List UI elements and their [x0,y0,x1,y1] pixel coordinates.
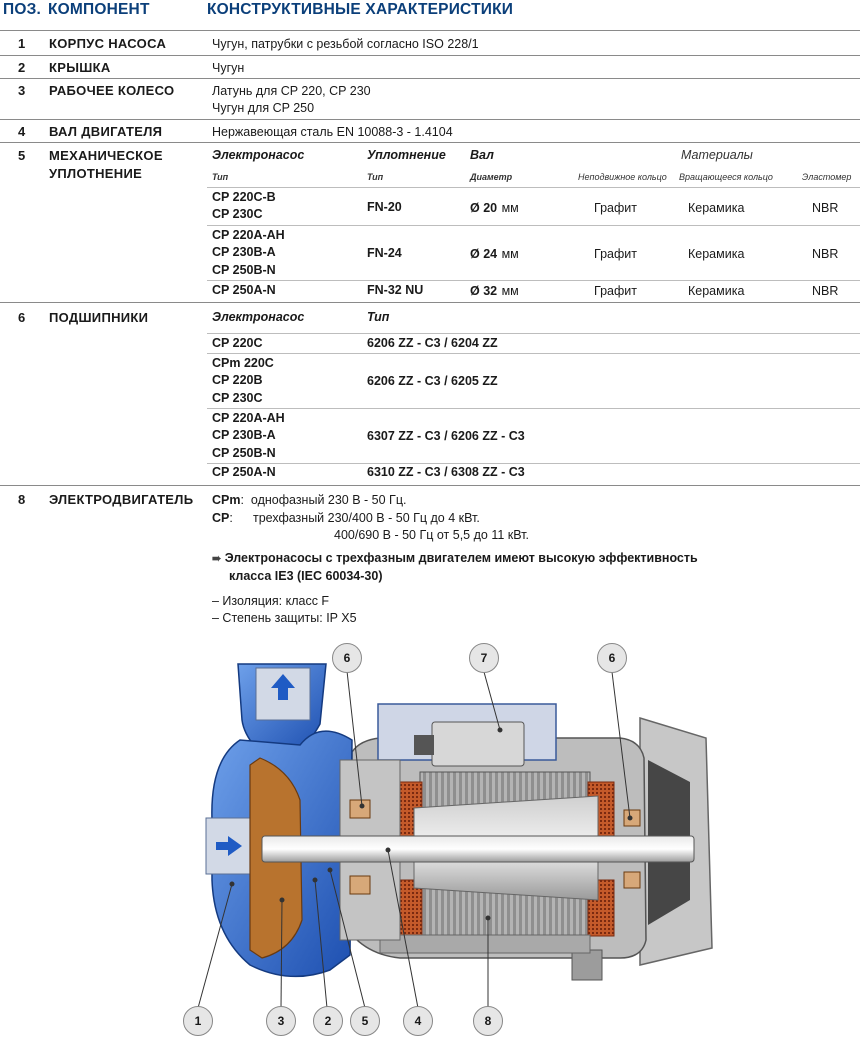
seal-row-2-pump: CP 220A-AH [212,228,285,242]
row-2-name: КРЫШКА [49,60,111,75]
arrow-right-icon [216,836,242,856]
motor-shaft [262,836,694,862]
seal-row-2-elastomer: NBR [812,247,839,261]
seal-row-3-stationary: Графит [594,284,637,298]
seal-row-2-seal: FN-24 [367,246,402,260]
seal-row-3-pump: CP 250A-N [212,283,276,297]
seal-sub-type2: Тип [367,172,384,182]
seal-row-3-seal: FN-32 NU [367,283,424,297]
seal-sub-stationary: Неподвижное кольцо [578,172,667,182]
seal-row-2-stationary: Графит [594,247,637,261]
row-3-desc-2: Чугун для CP 250 [212,101,315,115]
callout-bubble: 8 [473,1006,503,1036]
seal-sub-elastomer: Эластомер [802,172,852,182]
divider [0,302,860,303]
divider [0,119,860,120]
divider [207,280,860,281]
seal-row-3-dia [470,282,519,301]
callout-bubble: 2 [313,1006,343,1036]
bearing-row-2-pump: CP 220B [212,373,263,387]
seal-header-shaft: Вал [470,148,494,162]
divider [207,225,860,226]
callout-bubble: 5 [350,1006,380,1036]
dia-value: Ø 24 [470,247,498,261]
header-pos: ПОЗ. [3,1,42,18]
bearing-row-1-pump: CP 220C [212,336,263,350]
motor-insulation: – Изоляция: класс F [212,594,330,608]
bearing-row-4-pump: CP 250A-N [212,465,276,479]
motor-note [212,550,698,585]
callout-bubble: 3 [266,1006,296,1036]
motor-housing [352,704,712,980]
cpm-label: CPm [212,493,241,507]
bearing-row-3-pump: CP 230B-A [212,428,276,442]
row-3-desc-1: Латунь для CP 220, CP 230 [212,84,371,98]
dia-value: Ø 20 [470,201,498,215]
pump-body [206,664,640,976]
row-3-pos: 3 [18,83,26,98]
row-4-pos: 4 [18,124,26,139]
bearings-header-pump: Электронасос [212,310,305,324]
seal-row-2-pump: CP 230B-A [212,245,276,259]
seal-row-1-rotating: Керамика [688,201,745,215]
seal-row-1-pump: CP 220C-B [212,190,276,204]
seal-row-2-pump: CP 250B-N [212,263,276,277]
row-3-name: РАБОЧЕЕ КОЛЕСО [49,83,175,98]
bearing-row-2-pump: CP 230C [212,391,263,405]
seal-row-2-dia [470,245,519,264]
motor-cp-text-2: 400/690 В - 50 Гц от 5,5 до 11 кВт. [334,528,529,542]
divider [207,353,860,354]
bearing-row-3-type: 6307 ZZ - C3 / 6206 ZZ - C3 [367,429,525,443]
row-6-name: ПОДШИПНИКИ [49,310,149,325]
divider [207,187,860,188]
divider [207,408,860,409]
row-5-name-2: УПЛОТНЕНИЕ [49,166,143,181]
seal-row-1-seal: FN-20 [367,200,402,214]
callout-bubble: 6 [332,643,362,673]
bearing-row-3-pump: CP 220A-AH [212,411,285,425]
arrow-icon: ➠ [212,553,222,565]
seal-header-pump: Электронасос [212,148,305,162]
seal-row-1-elastomer: NBR [812,201,839,215]
seal-header-seal: Уплотнение [367,148,446,162]
seal-sub-diameter: Диаметр [470,172,513,182]
row-8-pos: 8 [18,492,26,507]
dia-value: Ø 32 [470,284,498,298]
row-6-pos: 6 [18,310,26,325]
row-2-desc: Чугун [212,61,245,75]
dia-unit: мм [501,284,519,298]
seal-sub-type1: Тип [212,172,229,182]
motor-protection: – Степень защиты: IP X5 [212,611,357,625]
arrow-up-icon [271,674,295,700]
row-1-desc: Чугун, патрубки с резьбой согласно ISO 228/1 [212,37,479,51]
motor-cp-text-1: трехфазный 230/400 В - 50 Гц до 4 кВт. [253,511,480,525]
row-4-name: ВАЛ ДВИГАТЕЛЯ [49,124,163,139]
row-1-pos: 1 [18,36,26,51]
row-5-pos: 5 [18,148,26,163]
cp-label: CP [212,511,230,525]
bearing-row-4-type: 6310 ZZ - C3 / 6308 ZZ - C3 [367,465,525,479]
seal-sub-rotating: Вращающееся кольцо [679,172,773,182]
divider [207,333,860,334]
bearing-row-2-type: 6206 ZZ - C3 / 6205 ZZ [367,374,498,388]
motor-cp: CP: [212,511,233,525]
header-characteristics: КОНСТРУКТИВНЫЕ ХАРАКТЕРИСТИКИ [207,1,514,18]
divider [0,30,860,31]
divider [0,142,860,143]
bearing-row-1-type: 6206 ZZ - C3 / 6204 ZZ [367,336,498,350]
callout-bubble: 7 [469,643,499,673]
bearing-row-2-pump: CPm 220C [212,356,274,370]
divider [0,78,860,79]
seal-row-3-elastomer: NBR [812,284,839,298]
seal-row-1-pump: CP 230C [212,207,263,221]
seal-row-1-stationary: Графит [594,201,637,215]
seal-row-1-dia [470,199,519,218]
dia-unit: мм [501,247,519,261]
callout-bubble: 6 [597,643,627,673]
seal-row-3-rotating: Керамика [688,284,745,298]
divider [0,55,860,56]
header-component: КОМПОНЕНТ [48,1,150,18]
dia-unit: мм [501,201,519,215]
motor-note-2: класса IE3 (IEC 60034-30) [229,569,383,583]
divider [0,485,860,486]
callout-bubble: 1 [183,1006,213,1036]
seal-header-materials: Материалы [681,148,753,162]
row-4-desc: Нержавеющая сталь EN 10088-3 - 1.4104 [212,125,453,139]
cpm-text: однофазный 230 В - 50 Гц. [250,493,407,507]
row-2-pos: 2 [18,60,26,75]
row-1-name: КОРПУС НАСОСА [49,36,167,51]
bearing-row-3-pump: CP 250B-N [212,446,276,460]
row-8-name: ЭЛЕКТРОДВИГАТЕЛЬ [49,492,194,507]
bearings-header-type: Тип [367,310,390,324]
seal-row-2-rotating: Керамика [688,247,745,261]
row-5-name-1: МЕХАНИЧЕСКОЕ [49,148,163,163]
divider [207,463,860,464]
motor-cpm: CPm: однофазный 230 В - 50 Гц. [212,493,407,507]
motor-note-1: Электронасосы с трехфазным двигателем имеют высокую эффективность [224,551,698,565]
callout-bubble: 4 [403,1006,433,1036]
